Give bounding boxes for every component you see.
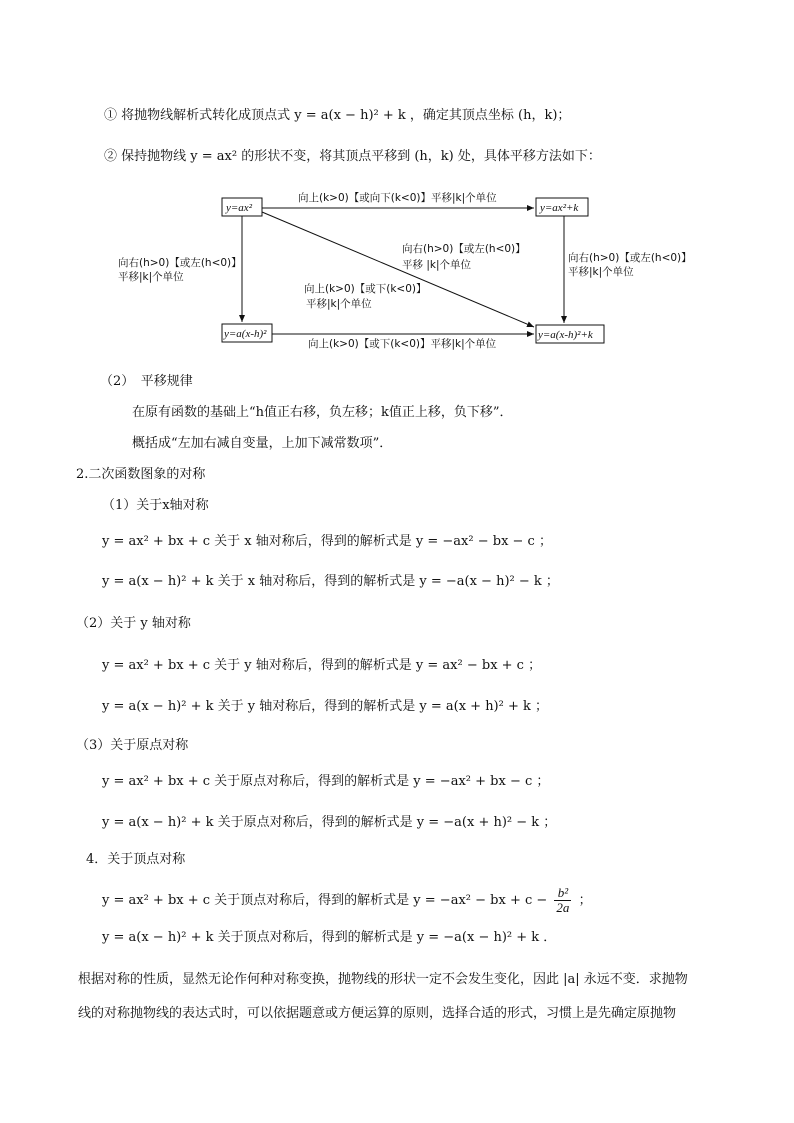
top-arrow-label: 向上(k>0)【或向下(k<0)】平移|k|个单位: [298, 192, 497, 204]
y-axis-formula-1: y = ax² + bx + c 关于 y 轴对称后，得到的解析式是 y = ax² − bx + c ；: [102, 658, 542, 673]
origin-formula-1: y = ax² + bx + c 关于原点对称后，得到的解析式是 y = −ax² + bx − c ；: [102, 774, 550, 789]
x-axis-formula-2: y = a(x − h)² + k 关于 x 轴对称后，得到的解析式是 y = −a(x − h)² − k ；: [102, 574, 559, 589]
x-axis-title: （1）关于x轴对称: [102, 498, 209, 513]
shift-rule-1: 在原有函数的基础上“h值正右移，负左移；k值正上移，负下移”．: [132, 405, 513, 420]
step-2: ② 保持抛物线 y = ax² 的形状不变，将其顶点平移到 (h，k) 处，具体平移方法如下：: [104, 149, 601, 164]
vertex-formula-1-text: y = ax² + bx + c 关于顶点对称后，得到的解析式是 y = −ax² − bx + c −: [102, 893, 548, 908]
mid-label-1: 向上(k>0)【或下(k<0)】: [304, 283, 427, 295]
symmetry-heading: 2.二次函数图象的对称: [76, 467, 206, 482]
shift-heading: （2） 平移规律: [100, 374, 193, 389]
translation-diagram: [110, 182, 692, 357]
left-arrow-label-2: 平移|k|个单位: [118, 271, 184, 283]
fraction-numerator: b²: [554, 886, 571, 901]
box-tl-label: y=ax²: [226, 202, 252, 214]
right-arrow-label-2: 平移|k|个单位: [568, 266, 634, 278]
paragraph-line-1: 根据对称的性质，显然无论作何种对称变换，抛物线的形状一定不会发生变化，因此 |a| 永远不变．求抛物: [78, 972, 688, 987]
y-axis-formula-2: y = a(x − h)² + k 关于 y 轴对称后，得到的解析式是 y = a(x + h)² + k ；: [102, 699, 549, 714]
box-tr-label: y=ax²+k: [540, 202, 579, 214]
right-arrow-label-1: 向右(h>0)【或左(h<0)】: [568, 252, 692, 264]
translation-diagram-svg: [110, 182, 692, 357]
fraction: [554, 886, 571, 915]
diag-label-1: 向右(h>0)【或左(h<0)】: [402, 243, 526, 255]
arrow-diagonal: [262, 212, 534, 327]
shift-rule-2: 概括成“左加右减自变量，上加下减常数项”．: [132, 436, 393, 451]
diag-label-2: 平移 |k|个单位: [402, 259, 471, 271]
box-br-label: y=a(x-h)²+k: [538, 329, 593, 341]
step-1: ① 将抛物线解析式转化成顶点式 y = a(x − h)² + k ，确定其顶点坐标 (h，k)；: [104, 108, 571, 123]
left-arrow-label-1: 向右(h>0)【或左(h<0)】: [118, 257, 242, 269]
vertex-formula-1: [102, 886, 592, 915]
origin-formula-2: y = a(x − h)² + k 关于原点对称后，得到的解析式是 y = −a(x + h)² − k ；: [102, 815, 557, 830]
x-axis-formula-1: y = ax² + bx + c 关于 x 轴对称后，得到的解析式是 y = −ax² − bx − c ；: [102, 534, 552, 549]
bottom-arrow-label: 向上(k>0)【或下(k<0)】平移|k|个单位: [308, 338, 497, 350]
conclusion-paragraph: [72, 963, 732, 1031]
paragraph-line-2: 线的对称抛物线的表达式时，可以依据题意或方便运算的原则，选择合适的形式，习惯上是先确定原抛物: [78, 1006, 677, 1021]
vertex-formula-1-end: ；: [578, 893, 592, 908]
vertex-title: 4．关于顶点对称: [86, 852, 186, 867]
vertex-formula-2: y = a(x − h)² + k 关于顶点对称后，得到的解析式是 y = −a(x − h)² + k ．: [102, 930, 557, 945]
fraction-denominator: 2a: [556, 900, 570, 915]
y-axis-title: （2）关于 y 轴对称: [76, 616, 191, 631]
mid-label-2: 平移|k|个单位: [306, 298, 372, 310]
box-bl-label: y=a(x-h)²: [224, 328, 267, 340]
origin-title: （3）关于原点对称: [76, 738, 189, 753]
